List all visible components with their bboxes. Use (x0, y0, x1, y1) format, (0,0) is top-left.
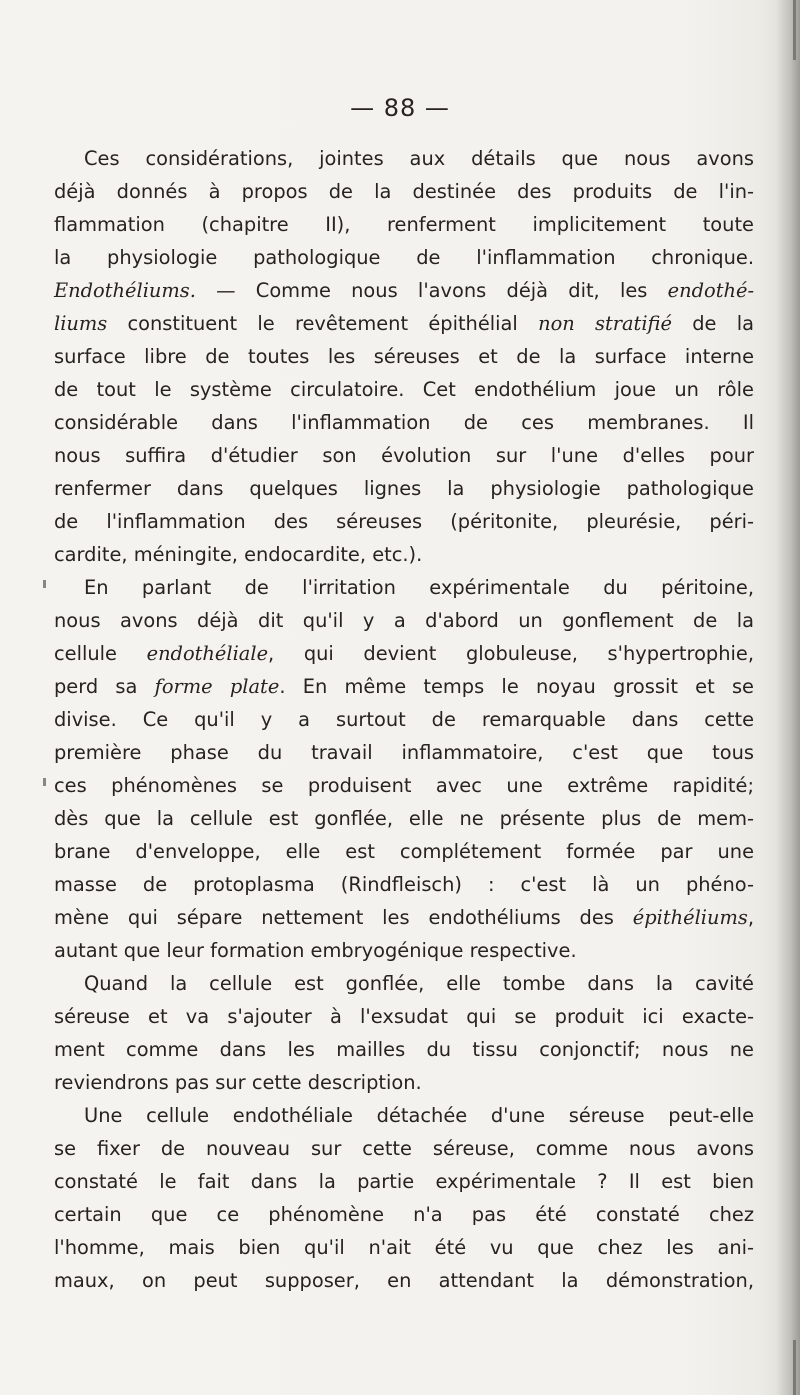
body-text (54, 142, 754, 1297)
text-line: ces phénomènes se produisent avec une extrême rapidité; (54, 774, 754, 797)
italic-run: endothé- (667, 279, 754, 302)
text-line (54, 307, 754, 340)
text-line: masse de protoplasma (Rindfleisch) : c'est là un phéno- (54, 873, 754, 896)
text-line: Quand la cellule est gonflée, elle tombe dans la cavité (84, 972, 754, 995)
italic-run: endothéliale (146, 642, 269, 665)
text-run: cellule (54, 642, 147, 665)
margin-mark (43, 580, 46, 588)
text-line: ment comme dans les mailles du tissu conjonctif; nous ne (54, 1038, 754, 1061)
text-line: brane d'enveloppe, elle est complétement formée par une (54, 840, 754, 863)
text-run: , (747, 906, 754, 929)
text-line: divise. Ce qu'il y a surtout de remarquable dans cette (54, 708, 754, 731)
text-run: mène qui sépare nettement les endothéliums des (54, 906, 633, 929)
page-number: — 88 — (350, 94, 450, 122)
text-line: autant que leur formation embryogénique respective. (54, 939, 577, 962)
page-edge-mark (793, 1340, 796, 1395)
text-line: flammation (chapitre II), renferment implicitement toute (54, 213, 754, 236)
text-line: de l'inflammation des séreuses (péritonite, pleurésie, péri- (54, 510, 754, 533)
text-line: surface libre de toutes les séreuses et de la surface interne (54, 345, 754, 368)
italic-run: liums (54, 312, 108, 335)
text-run: . En même temps le noyau grossit et se (279, 675, 754, 698)
italic-run: non stratifié (538, 312, 672, 335)
text-line: première phase du travail inflammatoire, c'est que tous (54, 741, 754, 764)
text-line: considérable dans l'inflammation de ces membranes. Il (54, 411, 754, 434)
text-line: dès que la cellule est gonflée, elle ne présente plus de mem- (54, 807, 754, 830)
text-line: séreuse et va s'ajouter à l'exsudat qui se produit ici exacte- (54, 1005, 754, 1028)
text-line: Ces considérations, jointes aux détails que nous avons (84, 147, 754, 170)
text-line: déjà donnés à propos de la destinée des produits de l'in- (54, 180, 754, 203)
text-line (54, 901, 754, 934)
text-line: constaté le fait dans la partie expérimentale ? Il est bien (54, 1170, 754, 1193)
text-run: constituent le revêtement épithélial (107, 312, 539, 335)
italic-run: épithéliums (632, 906, 748, 929)
text-line: la physiologie pathologique de l'inflammation chronique. (54, 246, 754, 269)
text-line: nous suffira d'étudier son évolution sur l'une d'elles pour (54, 444, 754, 467)
text-line: de tout le système circulatoire. Cet endothélium joue un rôle (54, 378, 754, 401)
text-line: nous avons déjà dit qu'il y a d'abord un gonflement de la (54, 609, 754, 632)
text-line: l'homme, mais bien qu'il n'ait été vu que chez les ani- (54, 1236, 754, 1259)
text-line: certain que ce phénomène n'a pas été constaté chez (54, 1203, 754, 1226)
page-edge-mark (793, 0, 796, 60)
text-line (54, 670, 754, 703)
text-line: maux, on peut supposer, en attendant la démonstration, (54, 1269, 754, 1292)
italic-run: Endothéliums. (54, 279, 196, 302)
text-line (54, 637, 754, 670)
margin-mark (43, 778, 46, 786)
text-line: reviendrons pas sur cette description. (54, 1071, 422, 1094)
text-run: perd sa (54, 675, 155, 698)
text-run: de la (671, 312, 754, 335)
text-run: — Comme nous l'avons déjà dit, les (195, 279, 668, 302)
text-line: cardite, méningite, endocardite, etc.). (54, 543, 423, 566)
text-line: Une cellule endothéliale détachée d'une séreuse peut-elle (84, 1104, 754, 1127)
text-line: En parlant de l'irritation expérimentale du péritoine, (84, 576, 754, 599)
text-line: renfermer dans quelques lignes la physiologie pathologique (54, 477, 754, 500)
text-line (54, 274, 754, 307)
italic-run: forme plate (154, 675, 280, 698)
text-line: se fixer de nouveau sur cette séreuse, comme nous avons (54, 1137, 754, 1160)
text-run: , qui devient globuleuse, s'hypertrophie, (268, 642, 755, 665)
page-edge-shadow (776, 0, 800, 1395)
